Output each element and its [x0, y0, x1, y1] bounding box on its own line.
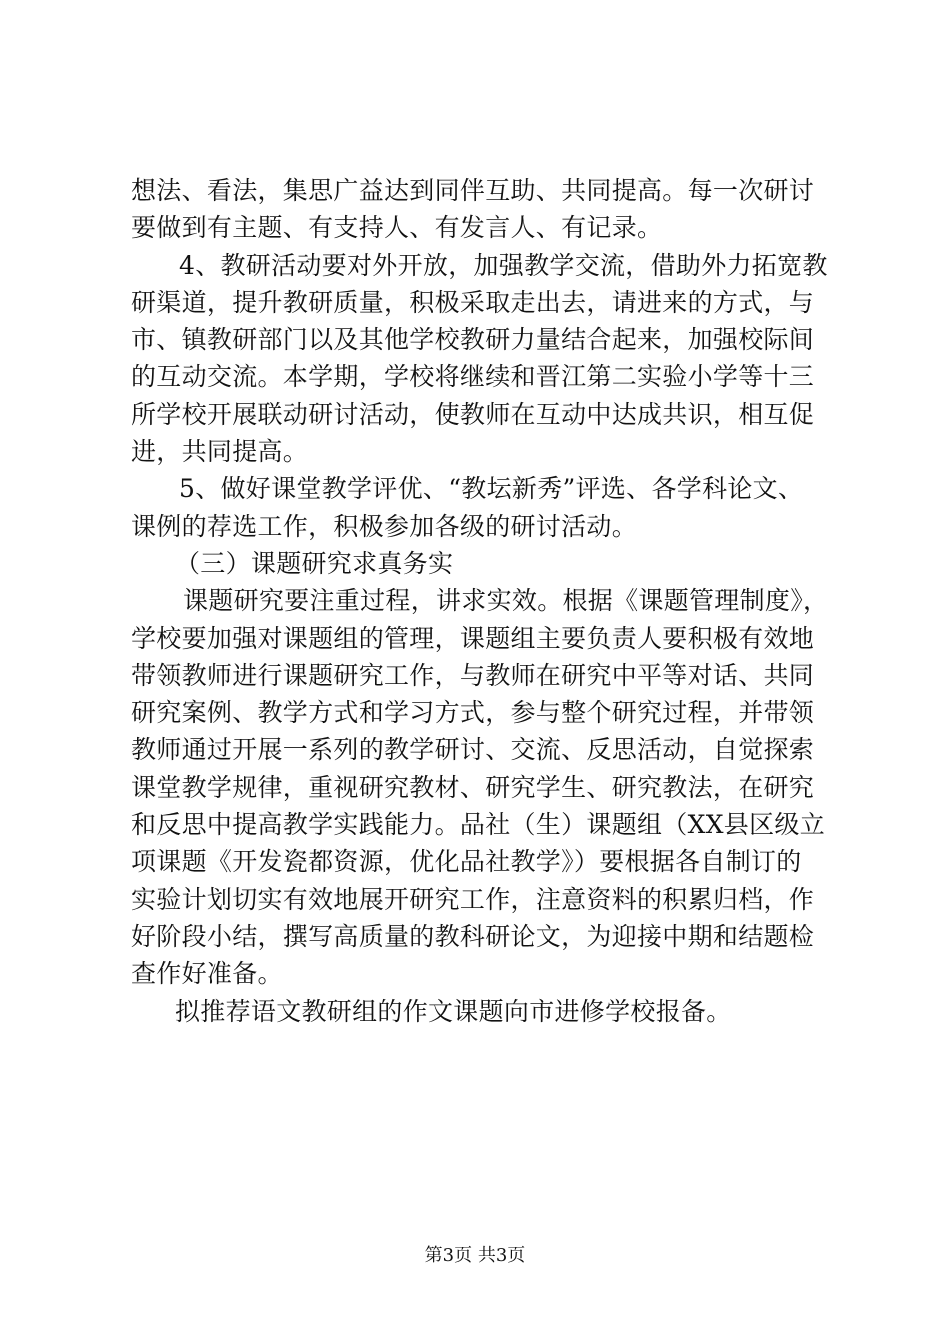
- section-heading: （三）课题研究求真务实: [175, 548, 454, 578]
- text-line: 4、教研活动要对外开放，加强教学交流，借助外力拓宽教: [179, 250, 828, 280]
- text-line: 课例的荐选工作，积极参加各级的研讨活动。: [131, 511, 638, 541]
- text-line: 查作好准备。: [131, 959, 283, 989]
- document-body: [131, 172, 831, 1030]
- text-line: 研究案例、教学方式和学习方式，参与整个研究过程，并带领: [131, 698, 815, 728]
- text-line: 带领教师进行课题研究工作，与教师在研究中平等对话、共同: [131, 660, 815, 690]
- text-line: 好阶段小结，撰写高质量的教科研论文，为迎接中期和结题检: [131, 921, 815, 951]
- text-line: 实验计划切实有效地展开研究工作，注意资料的积累归档，作: [131, 884, 815, 914]
- text-line: 拟推荐语文教研组的作文课题向市进修学校报备。: [175, 996, 732, 1026]
- text-line: 要做到有主题、有支持人、有发言人、有记录。: [131, 213, 663, 243]
- text-line: 进，共同提高。: [131, 437, 309, 467]
- text-line: 市、镇教研部门以及其他学校教研力量结合起来，加强校际间: [131, 325, 815, 355]
- text-line: 学校要加强对课题组的管理，课题组主要负责人要积极有效地: [131, 623, 815, 653]
- text-line: 所学校开展联动研讨活动，使教师在互动中达成共识，相互促: [131, 399, 815, 429]
- text-line: 5、做好课堂教学评优、“教坛新秀”评选、各学科论文、: [179, 474, 804, 504]
- text-line: 研渠道，提升教研质量，积极采取走出去，请进来的方式，与: [131, 287, 815, 317]
- text-line: 课题研究要注重过程，讲求实效。根据《课题管理制度》，: [183, 586, 829, 616]
- text-line: 课堂教学规律，重视研究教材、研究学生、研究教法，在研究: [131, 772, 815, 802]
- page-number-footer: 第3页 共3页: [424, 1245, 526, 1266]
- text-line: 的互动交流。本学期，学校将继续和晋江第二实验小学等十三: [131, 362, 815, 392]
- text-line: 想法、看法，集思广益达到同伴互助、共同提高。每一次研讨: [131, 176, 815, 205]
- text-line: 和反思中提高教学实践能力。品社（生）课题组（XX县区级立: [131, 810, 825, 840]
- text-line: 教师通过开展一系列的教学研讨、交流、反思活动，自觉探索: [131, 735, 815, 765]
- text-line: 项课题《开发瓷都资源，优化品社教学》）要根据各自制订的: [131, 847, 802, 877]
